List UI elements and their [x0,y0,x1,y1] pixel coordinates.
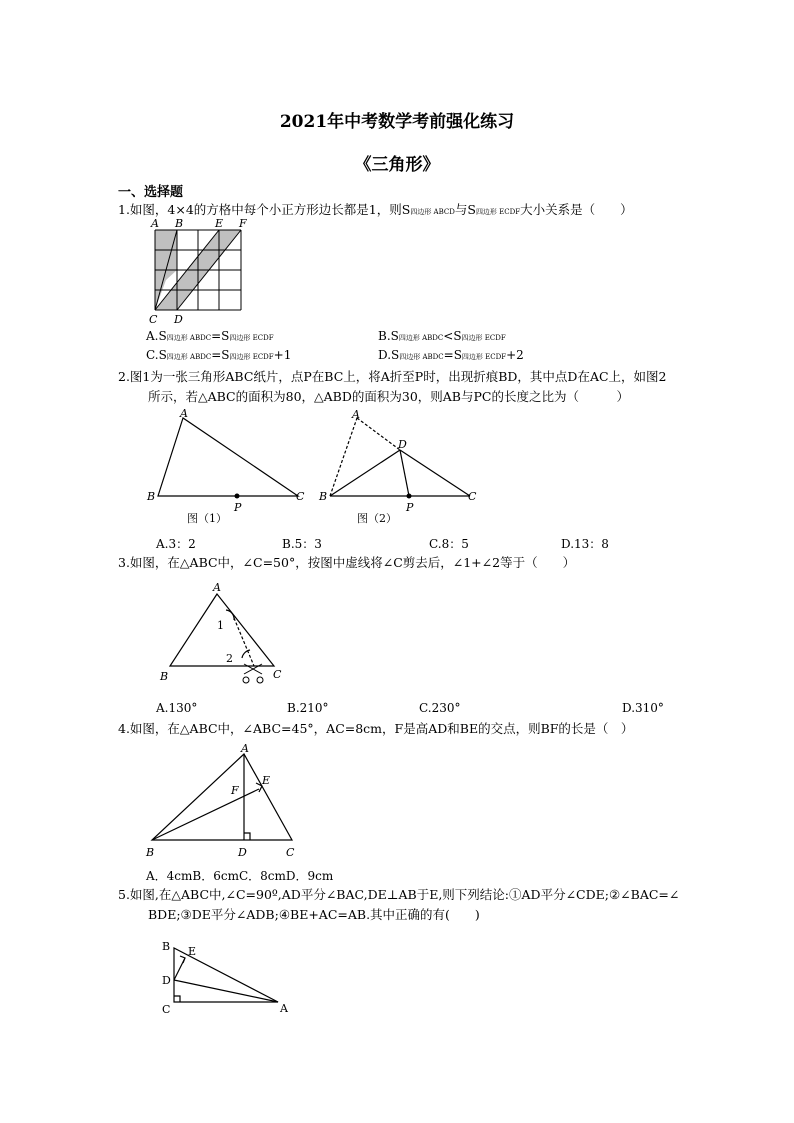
q3-option-c[interactable]: C.230° [419,701,461,715]
q3-label-2: 2 [226,652,233,665]
q3-label-c: C [273,668,282,681]
question-4-text: 4.如图，在△ABC中，∠ABC=45°，AC=8cm，F是高AD和BE的交点，则BF的长是（ ） [118,721,634,736]
q4-label-b: B [146,846,155,859]
q1-label-d: D [174,313,183,326]
q2-f1-label-b: B [147,490,156,503]
q3-option-b[interactable]: B.210° [287,701,329,715]
question-5-line-1: 5.如图,在△ABC中,∠C=90º,AD平分∠BAC,DE⊥AB于E,则下列结论:①AD平分∠CDE;②∠BAC=∠ [118,887,680,902]
page-subtitle: 《三角形》 [354,155,440,175]
q1-grid-figure [140,218,260,328]
q4-options[interactable]: A．4cmB．6cmC．8cmD．9cm [146,869,334,883]
question-1-text: 1.如图，4×4的方格中每个小正方形边长都是1，则S四边形 ABCD与S四边形 ECDF大小关系是（ ） [118,202,633,217]
q3-label-1: 1 [217,619,224,632]
q2-f1-label-c: C [296,490,305,503]
question-2-line-2: 所示，若△ABC的面积为80，△ABD的面积为30，则AB与PC的长度之比为（ ） [148,389,629,404]
q3-figure [156,580,296,690]
q5-label-c: C [162,1003,171,1016]
q3-option-a[interactable]: A.130° [156,701,198,715]
q5-label-a: A [280,1002,288,1015]
q5-label-d: D [162,974,171,987]
q5-figure [156,936,296,1018]
q2-fig1-caption: 图（1） [187,512,227,525]
q2-option-a[interactable]: A.3：2 [156,537,196,551]
q1-label-c: C [149,313,158,326]
q1-option-d[interactable]: D.S四边形 ABDC=S四边形 ECDF+2 [378,348,524,362]
q2-f2-label-p: P [406,501,414,514]
q1-label-f: F [239,217,247,230]
q2-fig2-caption: 图（2） [357,512,397,525]
q2-f2-label-a: A [352,408,360,421]
q2-figure-2 [316,408,486,527]
q4-label-f: F [231,784,239,797]
q2-f2-label-c: C [468,490,477,503]
q2-option-b[interactable]: B.5：3 [282,537,322,551]
q2-f2-label-b: B [319,490,328,503]
q5-label-e: E [188,945,197,958]
q2-f1-label-p: P [234,501,242,514]
q3-label-a: A [213,581,221,594]
q2-f2-label-d: D [398,438,407,451]
q1-option-a[interactable]: A.S四边形 ABDC=S四边形 ECDF [146,329,274,343]
q1-label-e: E [215,217,224,230]
q1-option-b[interactable]: B.S四边形 ABDC<S四边形 ECDF [378,329,506,343]
question-3-text: 3.如图，在△ABC中，∠C=50°，按图中虚线将∠C剪去后，∠1+∠2等于（ ） [118,555,576,570]
q4-label-c: C [286,846,295,859]
q2-option-d[interactable]: D.13：8 [561,537,609,551]
q2-figure-1 [144,407,314,527]
q1-label-b: B [175,217,184,230]
q1-option-c[interactable]: C.S四边形 ABDC=S四边形 ECDF+1 [146,348,292,362]
q4-label-e: E [262,774,271,787]
page-title: 2021年中考数学考前强化练习 [279,112,515,132]
q3-option-d[interactable]: D.310° [622,701,664,715]
q3-label-b: B [160,670,169,683]
question-5-line-2: BDE;③DE平分∠ADB;④BE+AC=AB.其中正确的有( ) [148,907,480,922]
q4-label-a: A [241,742,249,755]
section-heading: 一、选择题 [118,185,184,200]
scissors-icon [243,664,263,683]
q4-figure [142,744,312,859]
q5-label-b: B [162,940,171,953]
q2-f1-label-a: A [180,407,188,420]
q2-option-c[interactable]: C.8：5 [429,537,469,551]
q1-label-a: A [151,217,159,230]
q4-label-d: D [238,846,247,859]
question-2-line-1: 2.图1为一张三角形ABC纸片，点P在BC上，将A折至P时，出现折痕BD，其中点D在AC上，如图2 [118,369,667,384]
